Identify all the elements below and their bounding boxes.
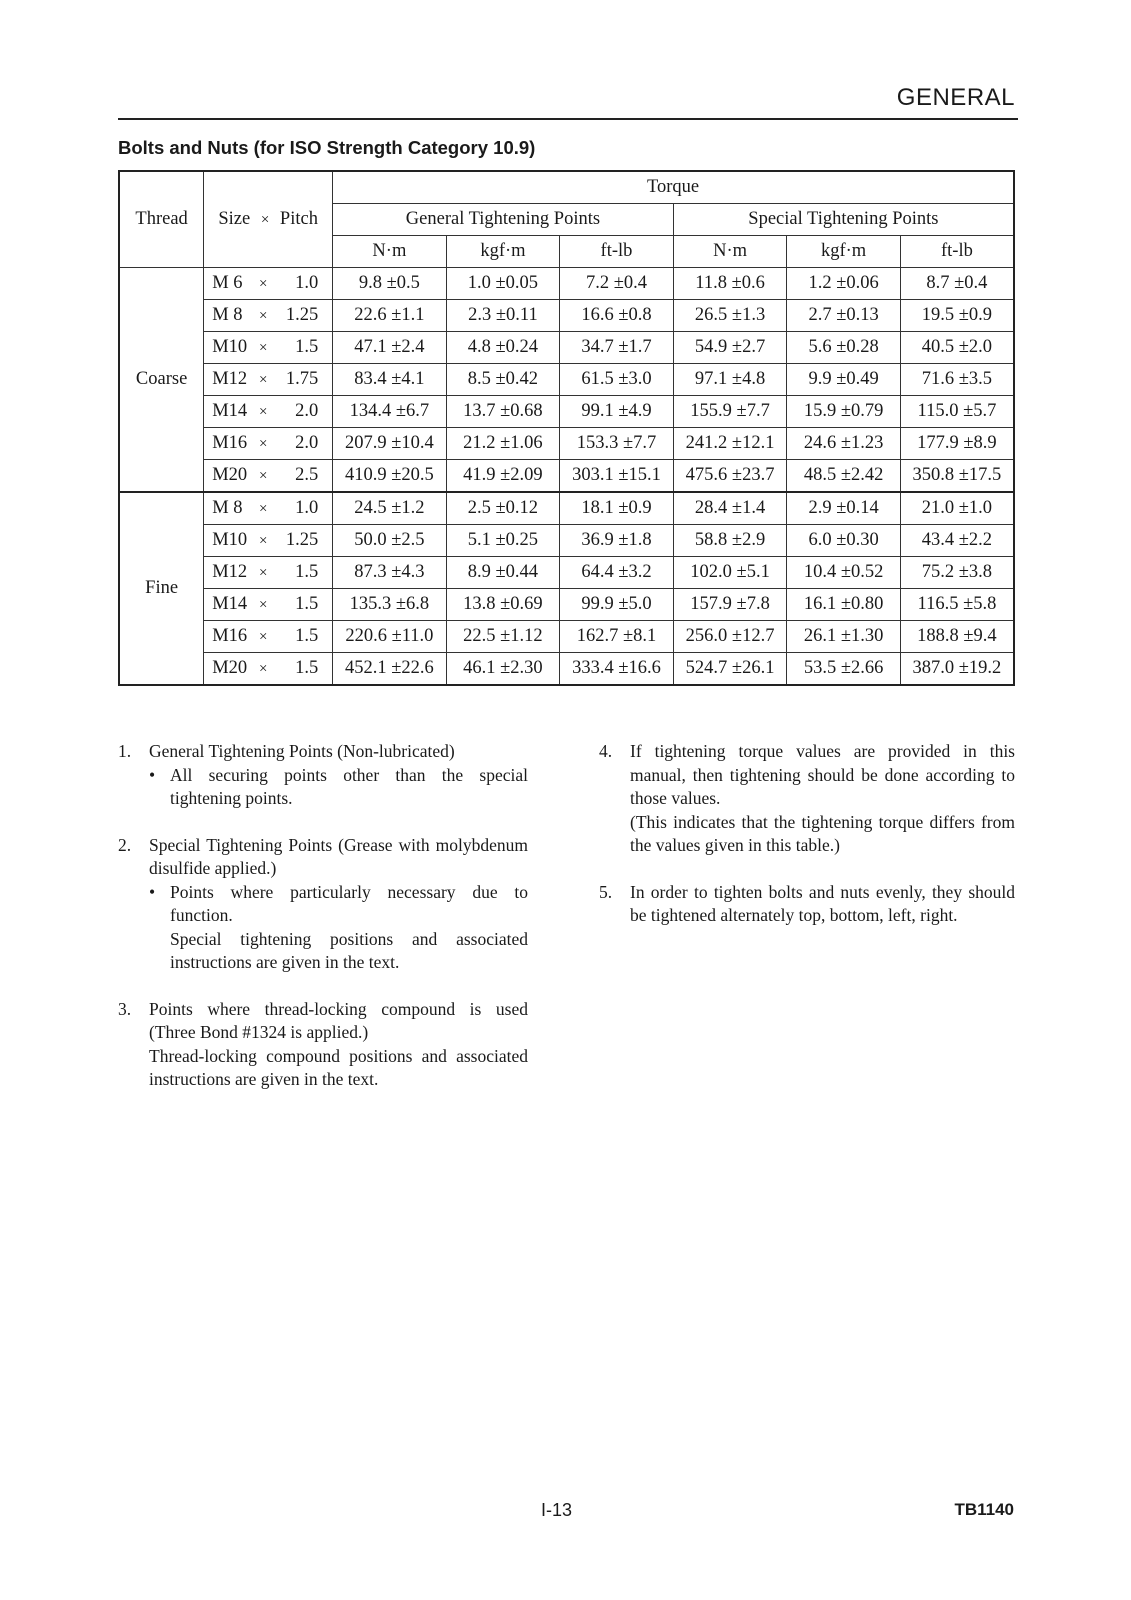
section-title: Bolts and Nuts (for ISO Strength Category 10.9) xyxy=(118,137,536,158)
torque-value: 10.4 ±0.52 xyxy=(787,557,900,589)
torque-value: 333.4 ±16.6 xyxy=(560,653,674,686)
torque-value: 99.1 ±4.9 xyxy=(560,396,674,428)
bolt-size: M14 xyxy=(212,594,248,614)
thread-group-label: Fine xyxy=(119,492,204,685)
page-number: I-13 xyxy=(541,1500,573,1520)
times-sign: × xyxy=(258,340,268,356)
torque-table xyxy=(118,170,1015,686)
size-pitch-cell xyxy=(204,460,333,493)
torque-value: 116.5 ±5.8 xyxy=(900,589,1014,621)
table-row xyxy=(119,300,1014,332)
bullet-icon: • xyxy=(149,764,156,785)
torque-value: 8.7 ±0.4 xyxy=(900,268,1014,300)
thread-pitch: 1.25 xyxy=(285,530,319,550)
torque-value: 24.5 ±1.2 xyxy=(333,492,447,525)
bolt-size: M20 xyxy=(212,465,248,485)
torque-value: 58.8 ±2.9 xyxy=(673,525,787,557)
torque-value: 5.6 ±0.28 xyxy=(787,332,900,364)
note-extra: Thread-locking compound positions and associated instructions are given in the text. xyxy=(149,1045,528,1089)
note-title: Points where thread-locking compound is used (Three Bond #1324 is applied.) xyxy=(149,998,528,1042)
thread-pitch: 2.0 xyxy=(295,433,319,453)
times-sign: × xyxy=(258,372,268,388)
times-sign: × xyxy=(258,661,268,677)
torque-value: 8.9 ±0.44 xyxy=(446,557,559,589)
torque-value: 36.9 ±1.8 xyxy=(560,525,674,557)
bolt-size: M 8 xyxy=(212,305,243,325)
unit-header: N·m xyxy=(333,236,447,268)
table-row xyxy=(119,621,1014,653)
torque-value: 9.9 ±0.49 xyxy=(787,364,900,396)
table-row xyxy=(119,268,1014,300)
size-pitch-cell xyxy=(204,364,333,396)
torque-value: 24.6 ±1.23 xyxy=(787,428,900,460)
torque-value: 188.8 ±9.4 xyxy=(900,621,1014,653)
torque-value: 75.2 ±3.8 xyxy=(900,557,1014,589)
torque-value: 43.4 ±2.2 xyxy=(900,525,1014,557)
thread-pitch: 1.5 xyxy=(295,626,319,646)
note-4 xyxy=(599,740,1015,858)
times-sign: × xyxy=(258,404,268,420)
torque-value: 61.5 ±3.0 xyxy=(560,364,674,396)
size-pitch-cell xyxy=(204,428,333,460)
note-bullet xyxy=(149,881,528,928)
torque-value: 5.1 ±0.25 xyxy=(446,525,559,557)
torque-value: 2.3 ±0.11 xyxy=(446,300,559,332)
torque-value: 28.4 ±1.4 xyxy=(673,492,787,525)
notes-left-column xyxy=(118,740,528,1115)
table-row xyxy=(119,428,1014,460)
torque-value: 26.1 ±1.30 xyxy=(787,621,900,653)
torque-value: 87.3 ±4.3 xyxy=(333,557,447,589)
torque-value: 115.0 ±5.7 xyxy=(900,396,1014,428)
times-sign: × xyxy=(258,533,268,549)
torque-value: 135.3 ±6.8 xyxy=(333,589,447,621)
torque-value: 241.2 ±12.1 xyxy=(673,428,787,460)
table-row xyxy=(119,364,1014,396)
torque-value: 46.1 ±2.30 xyxy=(446,653,559,686)
bolt-size: M14 xyxy=(212,401,248,421)
bolt-size: M12 xyxy=(212,369,248,389)
torque-value: 11.8 ±0.6 xyxy=(673,268,787,300)
torque-value: 99.9 ±5.0 xyxy=(560,589,674,621)
note-number: 2. xyxy=(118,834,132,855)
thread-pitch: 1.75 xyxy=(285,369,319,389)
torque-value: 16.1 ±0.80 xyxy=(787,589,900,621)
header-size-pitch xyxy=(204,171,333,268)
note-number: 5. xyxy=(599,881,613,902)
bolt-size: M10 xyxy=(212,530,248,550)
torque-value: 102.0 ±5.1 xyxy=(673,557,787,589)
thread-pitch: 2.5 xyxy=(295,465,319,485)
size-pitch-cell xyxy=(204,332,333,364)
note-extra: (This indicates that the tightening torque differs from the values given in this table.) xyxy=(630,811,1015,855)
bolt-size: M 6 xyxy=(212,273,243,293)
note-title: General Tightening Points (Non-lubricated) xyxy=(149,741,455,761)
note-title: Special Tightening Points (Grease with molybdenum disulfide applied.) xyxy=(149,834,528,878)
size-pitch-cell xyxy=(204,396,333,428)
size-pitch-cell xyxy=(204,300,333,332)
torque-value: 153.3 ±7.7 xyxy=(560,428,674,460)
torque-value: 47.1 ±2.4 xyxy=(333,332,447,364)
note-number: 1. xyxy=(118,741,132,761)
header-pitch: Pitch xyxy=(279,209,318,229)
size-pitch-cell xyxy=(204,589,333,621)
note-2 xyxy=(118,834,528,975)
torque-value: 21.2 ±1.06 xyxy=(446,428,559,460)
times-sign: × xyxy=(258,565,268,581)
torque-value: 387.0 ±19.2 xyxy=(900,653,1014,686)
torque-value: 15.9 ±0.79 xyxy=(787,396,900,428)
torque-value: 410.9 ±20.5 xyxy=(333,460,447,493)
torque-value: 18.1 ±0.9 xyxy=(560,492,674,525)
note-number: 4. xyxy=(599,741,613,761)
times-sign: × xyxy=(258,308,268,324)
unit-header: ft-lb xyxy=(560,236,674,268)
notes-right-column xyxy=(599,740,1015,951)
table-row xyxy=(119,589,1014,621)
times-sign: × xyxy=(258,629,268,645)
unit-header: N·m xyxy=(673,236,787,268)
torque-value: 207.9 ±10.4 xyxy=(333,428,447,460)
table-row xyxy=(119,653,1014,686)
size-pitch-cell xyxy=(204,525,333,557)
header-torque: Torque xyxy=(333,171,1014,204)
torque-value: 1.2 ±0.06 xyxy=(787,268,900,300)
note-bullet xyxy=(149,764,528,811)
torque-value: 155.9 ±7.7 xyxy=(673,396,787,428)
torque-value: 50.0 ±2.5 xyxy=(333,525,447,557)
note-bullet-text: Points where particularly necessary due to function. xyxy=(170,881,528,925)
torque-value: 220.6 ±11.0 xyxy=(333,621,447,653)
note-text: If tightening torque values are provided in this manual, then tightening should be done according to those values. xyxy=(630,741,1015,808)
torque-value: 303.1 ±15.1 xyxy=(560,460,674,493)
size-pitch-cell xyxy=(204,492,333,525)
torque-value: 1.0 ±0.05 xyxy=(446,268,559,300)
torque-value: 22.5 ±1.12 xyxy=(446,621,559,653)
torque-value: 13.8 ±0.69 xyxy=(446,589,559,621)
torque-value: 54.9 ±2.7 xyxy=(673,332,787,364)
torque-value: 26.5 ±1.3 xyxy=(673,300,787,332)
header-title: GENERAL xyxy=(896,84,1015,111)
torque-value: 256.0 ±12.7 xyxy=(673,621,787,653)
times-sign: × xyxy=(258,276,268,292)
table-row xyxy=(119,396,1014,428)
thread-pitch: 1.0 xyxy=(295,273,319,293)
torque-value: 2.5 ±0.12 xyxy=(446,492,559,525)
torque-value: 4.8 ±0.24 xyxy=(446,332,559,364)
header-times: × xyxy=(260,212,270,228)
torque-value: 19.5 ±0.9 xyxy=(900,300,1014,332)
size-pitch-cell xyxy=(204,557,333,589)
thread-pitch: 1.0 xyxy=(295,498,319,518)
table-row xyxy=(119,492,1014,525)
bolt-size: M 8 xyxy=(212,498,243,518)
table-row xyxy=(119,525,1014,557)
torque-value: 157.9 ±7.8 xyxy=(673,589,787,621)
torque-value: 6.0 ±0.30 xyxy=(787,525,900,557)
thread-pitch: 1.5 xyxy=(295,562,319,582)
torque-value: 34.7 ±1.7 xyxy=(560,332,674,364)
torque-value: 162.7 ±8.1 xyxy=(560,621,674,653)
header-special: Special Tightening Points xyxy=(673,204,1014,236)
note-number: 3. xyxy=(118,998,132,1019)
thread-pitch: 1.5 xyxy=(295,337,319,357)
size-pitch-cell xyxy=(204,621,333,653)
note-5 xyxy=(599,881,1015,928)
torque-value: 41.9 ±2.09 xyxy=(446,460,559,493)
thread-group-label: Coarse xyxy=(119,268,204,493)
unit-header: ft-lb xyxy=(900,236,1014,268)
torque-value: 2.9 ±0.14 xyxy=(787,492,900,525)
note-extra: Special tightening positions and associated instructions are given in the text. xyxy=(170,928,528,972)
header-thread: Thread xyxy=(119,171,204,268)
thread-pitch: 2.0 xyxy=(295,401,319,421)
note-3 xyxy=(118,998,528,1092)
torque-value: 21.0 ±1.0 xyxy=(900,492,1014,525)
torque-table-body xyxy=(119,268,1014,686)
bolt-size: M16 xyxy=(212,626,248,646)
torque-value: 475.6 ±23.7 xyxy=(673,460,787,493)
torque-value: 350.8 ±17.5 xyxy=(900,460,1014,493)
size-pitch-cell xyxy=(204,653,333,686)
bolt-size: M16 xyxy=(212,433,248,453)
torque-value: 8.5 ±0.42 xyxy=(446,364,559,396)
thread-pitch: 1.5 xyxy=(295,658,319,678)
torque-value: 71.6 ±3.5 xyxy=(900,364,1014,396)
table-row xyxy=(119,460,1014,493)
times-sign: × xyxy=(258,597,268,613)
torque-value: 48.5 ±2.42 xyxy=(787,460,900,493)
table-row xyxy=(119,557,1014,589)
unit-header: kgf·m xyxy=(787,236,900,268)
torque-value: 7.2 ±0.4 xyxy=(560,268,674,300)
times-sign: × xyxy=(258,436,268,452)
note-text: In order to tighten bolts and nuts evenly, they should be tightened alternately top, bottom, left, right. xyxy=(630,881,1015,925)
torque-value: 53.5 ±2.66 xyxy=(787,653,900,686)
torque-value: 177.9 ±8.9 xyxy=(900,428,1014,460)
torque-value: 524.7 ±26.1 xyxy=(673,653,787,686)
bullet-icon: • xyxy=(149,881,156,902)
torque-value: 40.5 ±2.0 xyxy=(900,332,1014,364)
bolt-size: M10 xyxy=(212,337,248,357)
torque-value: 22.6 ±1.1 xyxy=(333,300,447,332)
bolt-size: M12 xyxy=(212,562,248,582)
torque-value: 83.4 ±4.1 xyxy=(333,364,447,396)
torque-value: 2.7 ±0.13 xyxy=(787,300,900,332)
note-bullet-text: All securing points other than the special tightening points. xyxy=(170,764,528,808)
document-code: TB1140 xyxy=(954,1500,1014,1519)
thread-pitch: 1.25 xyxy=(285,305,319,325)
header-general: General Tightening Points xyxy=(333,204,674,236)
times-sign: × xyxy=(258,468,268,484)
header-rule xyxy=(118,118,1018,120)
table-row xyxy=(119,332,1014,364)
torque-value: 13.7 ±0.68 xyxy=(446,396,559,428)
times-sign: × xyxy=(258,501,268,517)
torque-value: 97.1 ±4.8 xyxy=(673,364,787,396)
unit-header: kgf·m xyxy=(446,236,559,268)
header-size: Size xyxy=(218,209,251,229)
bolt-size: M20 xyxy=(212,658,248,678)
torque-value: 452.1 ±22.6 xyxy=(333,653,447,686)
note-1 xyxy=(118,740,528,811)
torque-value: 9.8 ±0.5 xyxy=(333,268,447,300)
torque-value: 16.6 ±0.8 xyxy=(560,300,674,332)
thread-pitch: 1.5 xyxy=(295,594,319,614)
torque-value: 134.4 ±6.7 xyxy=(333,396,447,428)
size-pitch-cell xyxy=(204,268,333,300)
torque-value: 64.4 ±3.2 xyxy=(560,557,674,589)
